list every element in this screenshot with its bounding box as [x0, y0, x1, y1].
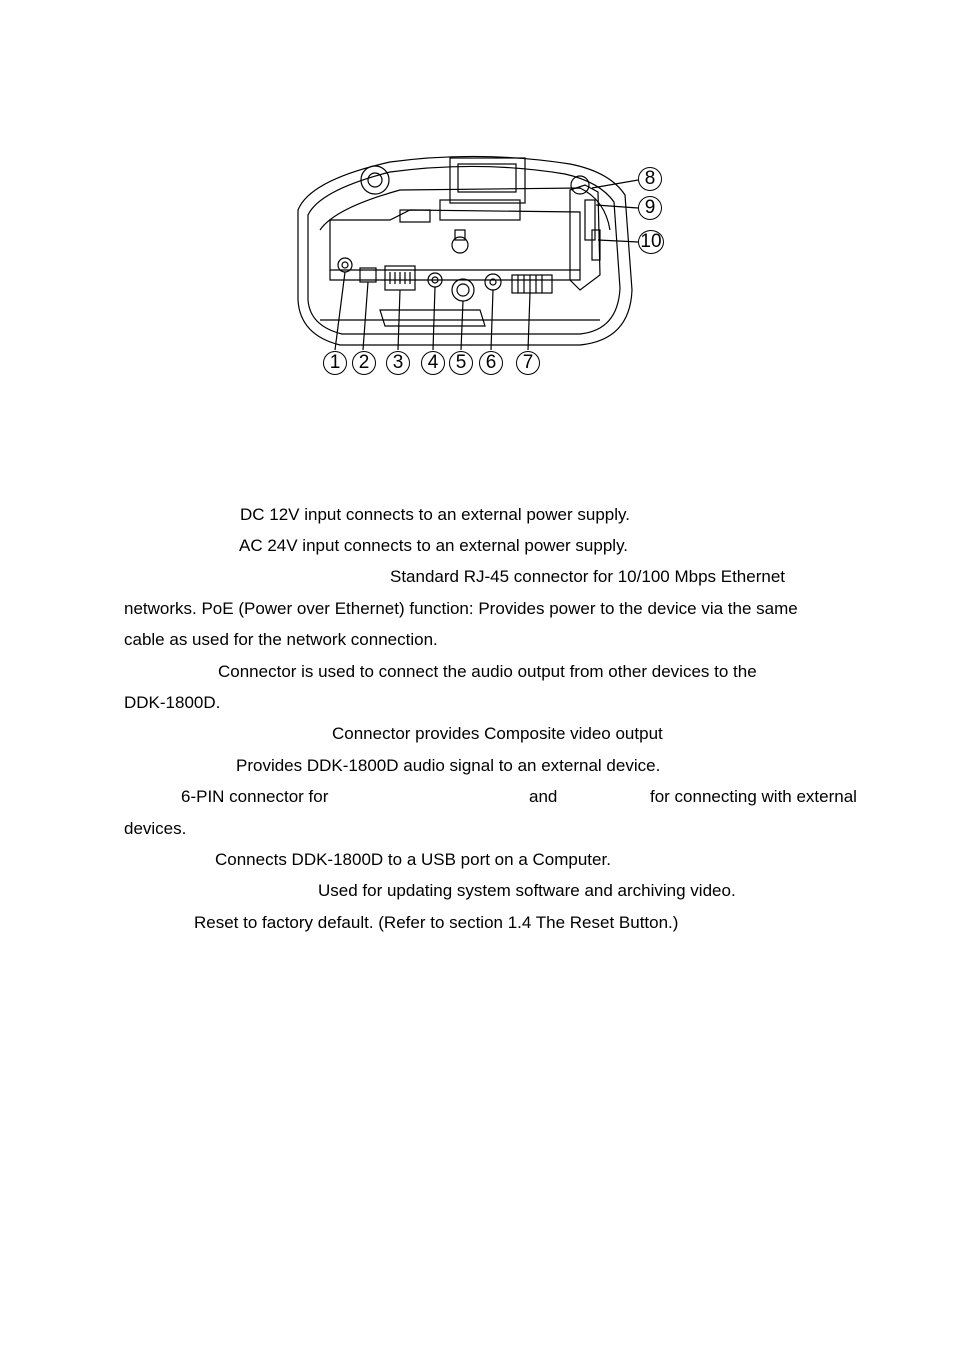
device-connector-figure — [280, 150, 680, 390]
desc-rj45-cont1: networks. PoE (Power over Ethernet) function: Provides power to the device via the same — [124, 599, 798, 618]
desc-6pin-cont: devices. — [124, 819, 187, 838]
callout-4: 4 — [421, 351, 445, 375]
callout-2: 2 — [352, 351, 376, 375]
desc-6pin-a: 6-PIN connector for — [181, 787, 329, 806]
callout-5: 5 — [449, 351, 473, 375]
callout-7: 7 — [516, 351, 540, 375]
desc-reset: Reset to factory default. (Refer to section 1.4 The Reset Button.) — [194, 913, 679, 932]
callout-9: 9 — [638, 196, 662, 220]
desc-sd-card: Used for updating system software and archiving video. — [318, 881, 736, 900]
desc-6pin-b: and — [529, 787, 558, 806]
desc-6pin-c: for connecting with external — [650, 787, 857, 806]
callout-6: 6 — [479, 351, 503, 375]
desc-audio-out: Provides DDK-1800D audio signal to an external device. — [236, 756, 661, 775]
desc-dc-input: DC 12V input connects to an external power supply. — [240, 505, 630, 524]
callout-8: 8 — [638, 167, 662, 191]
desc-audio-in-cont: DDK-1800D. — [124, 693, 221, 712]
callout-10: 10 — [638, 230, 664, 254]
desc-ac-input: AC 24V input connects to an external power supply. — [239, 536, 629, 555]
desc-rj45-cont2: cable as used for the network connection. — [124, 630, 438, 649]
callout-1: 1 — [323, 351, 347, 375]
callout-3: 3 — [386, 351, 410, 375]
desc-rj45: Standard RJ-45 connector for 10/100 Mbps Ethernet — [390, 567, 786, 586]
desc-video-out: Connector provides Composite video output — [332, 724, 663, 743]
desc-usb: Connects DDK-1800D to a USB port on a Computer. — [215, 850, 611, 869]
desc-audio-in: Connector is used to connect the audio output from other devices to the — [218, 662, 757, 681]
